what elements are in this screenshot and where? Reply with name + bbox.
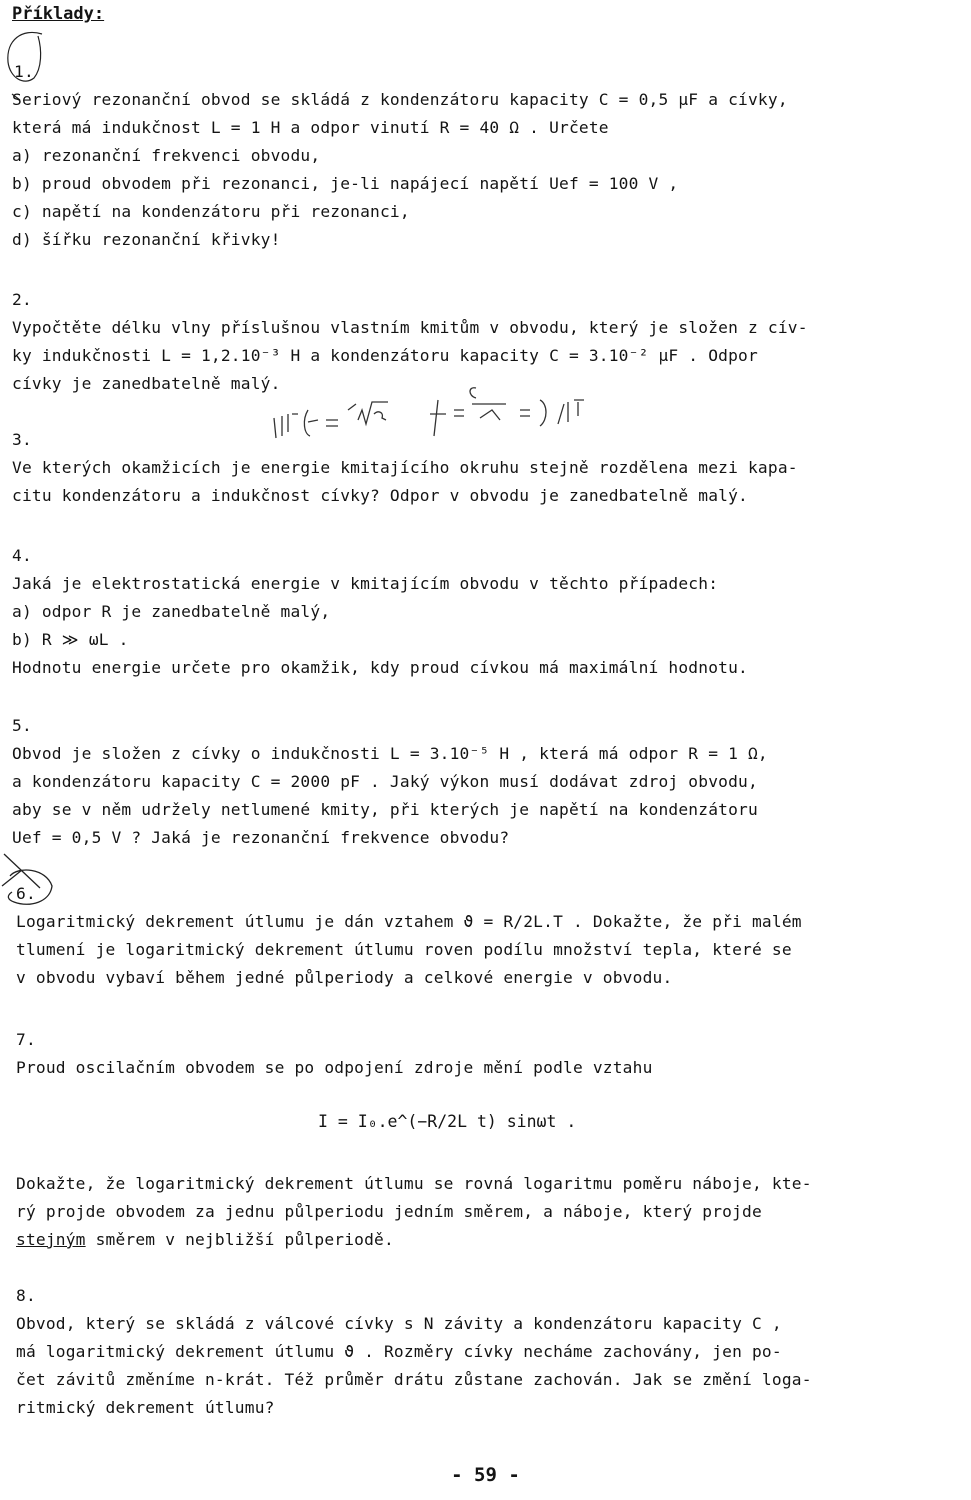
problem-7: [16, 1026, 966, 1082]
problem-number: 1.: [14, 62, 34, 81]
problem-line: ritmický dekrement útlumu?: [16, 1398, 275, 1417]
problem-line: a) rezonanční frekvenci obvodu,: [12, 146, 321, 165]
problem-line: Ve kterých okamžicích je energie kmitajícího okruhu stejně rozdělena mezi kapa-: [12, 458, 798, 477]
problem-line: ky indukčnosti L = 1,2.10⁻³ H a kondenzátoru kapacity C = 3.10⁻² μF . Odpor: [12, 346, 758, 365]
problem-line: která má indukčnost L = 1 H a odpor vinutí R = 40 Ω . Určete: [12, 118, 609, 137]
problem-line: a kondenzátoru kapacity C = 2000 pF . Jaký výkon musí dodávat zdroj obvodu,: [12, 772, 758, 791]
problem-4: [12, 542, 962, 682]
problem-number: 7.: [16, 1030, 36, 1049]
problem-number: 6.: [16, 884, 36, 903]
page-number: - 59 -: [451, 1464, 520, 1486]
problem-number: 8.: [16, 1286, 36, 1305]
problem-line: Proud oscilačním obvodem se po odpojení zdroje mění podle vztahu: [16, 1058, 653, 1077]
page-heading: Příklady:: [12, 4, 105, 24]
problem-line: c) napětí na kondenzátoru při rezonanci,: [12, 202, 410, 221]
problem-number: 3.: [12, 430, 32, 449]
problem-line: Hodnotu energie určete pro okamžik, kdy proud cívkou má maximální hodnotu.: [12, 658, 748, 677]
problem-3: [12, 426, 962, 510]
problem-line: citu kondenzátoru a indukčnost cívky? Odpor v obvodu je zanedbatelně malý.: [12, 486, 748, 505]
problem-8: [16, 1282, 966, 1422]
problem-line: má logaritmický dekrement útlumu ϑ . Rozměry cívky necháme zachovány, jen po-: [16, 1342, 782, 1361]
problem-line: Seriový rezonanční obvod se skládá z kondenzátoru kapacity C = 0,5 μF a cívky,: [12, 90, 788, 109]
problem-number: 4.: [12, 546, 32, 565]
problem-line: Obvod je složen z cívky o indukčnosti L = 3.10⁻⁵ H , která má odpor R = 1 Ω,: [12, 744, 768, 763]
problem-5: [12, 712, 962, 852]
problem-1: [12, 58, 962, 254]
problem-number: 2.: [12, 290, 32, 309]
problem-line: aby se v něm udržely netlumené kmity, při kterých je napětí na kondenzátoru: [12, 800, 758, 819]
problem-line: Uef = 0,5 V ? Jaká je rezonanční frekvence obvodu?: [12, 828, 510, 847]
problem-line: cívky je zanedbatelně malý.: [12, 374, 281, 393]
problem-line: b) proud obvodem při rezonanci, je-li napájecí napětí Uef = 100 V ,: [12, 174, 679, 193]
problem-line: b) R ≫ ωL .: [12, 630, 129, 649]
problem-line: Obvod, který se skládá z válcové cívky s N závity a kondenzátoru kapacity C ,: [16, 1314, 782, 1333]
problem-line: Vypočtěte délku vlny příslušnou vlastním kmitům v obvodu, který je složen z cív-: [12, 318, 808, 337]
problem-line: Logaritmický dekrement útlumu je dán vztahem ϑ = R/2L.T . Dokažte, že při malém: [16, 912, 802, 931]
underlined-word: stejným: [16, 1230, 86, 1249]
problem-line: čet závitů změníme n-krát. Též průměr drátu zůstane zachován. Jak se změní loga-: [16, 1370, 812, 1389]
problem-line: stejným směrem v nejbližší půlperiodě.: [16, 1230, 394, 1249]
problem-line: Dokažte, že logaritmický dekrement útlumu se rovná logaritmu poměru náboje, kte-: [16, 1174, 812, 1193]
problem-line: d) šířku rezonanční křivky!: [12, 230, 281, 249]
problem-6: [16, 880, 966, 992]
problem-7-continued: [16, 1170, 966, 1254]
problem-line: tlumení je logaritmický dekrement útlumu roven podílu množství tepla, které se: [16, 940, 792, 959]
formula-current-decay: I = I₀.e^(−R/2L t) sinωt .: [318, 1112, 577, 1131]
problem-line: v obvodu vybaví během jedné půlperiody a celkové energie v obvodu.: [16, 968, 673, 987]
problem-line: rý projde obvodem za jednu půlperiodu jedním směrem, a náboje, který projde: [16, 1202, 762, 1221]
problem-number: 5.: [12, 716, 32, 735]
problem-line: Jaká je elektrostatická energie v kmitajícím obvodu v těchto případech:: [12, 574, 719, 593]
problem-line: a) odpor R je zanedbatelně malý,: [12, 602, 331, 621]
